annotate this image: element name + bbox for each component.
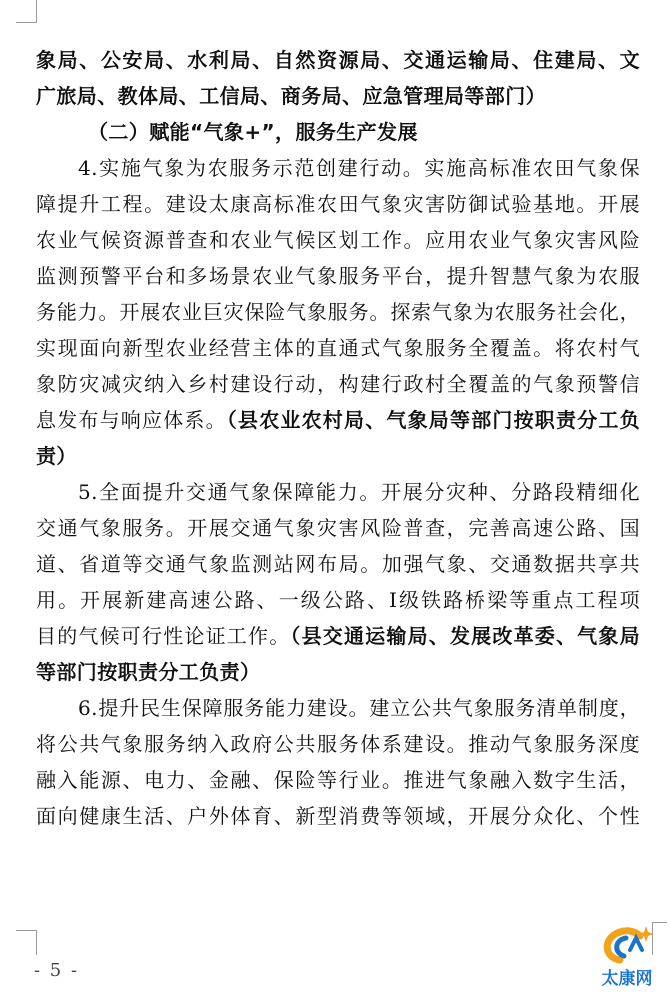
page-number: - 5 -: [34, 960, 80, 981]
text-line: [36, 546, 640, 582]
text-line: [36, 402, 640, 438]
responsible-department-text: （县农业农村局、气象局等部门按职责分工负: [226, 408, 640, 432]
body-text: 务能力。开展农业巨灾保险气象服务。探索气象为农服务社会化，: [36, 300, 640, 324]
body-text: 5.全面提升交通气象保障能力。开展分灾种、分路段精细化: [78, 480, 640, 504]
crop-mark-top-left: [16, 0, 37, 23]
text-line: [36, 114, 640, 150]
text-line: [36, 366, 640, 402]
text-line: [36, 726, 640, 762]
text-line: [36, 654, 640, 690]
crop-mark-bottom-left: [16, 930, 37, 955]
body-text: 将公共气象服务纳入政府公共服务体系建设。推动气象服务深度: [36, 732, 640, 756]
body-text: 用。开展新建高速公路、一级公路、Ⅰ级铁路桥梁等重点工程项: [36, 588, 640, 612]
text-line: [36, 222, 640, 258]
logo-text: 太康网: [601, 969, 653, 989]
body-text: 农业气候资源普查和农业气候区划工作。应用农业气象灾害风险: [36, 228, 640, 252]
body-text: 息发布与响应体系。: [36, 408, 227, 432]
responsible-department-text: （县交通运输局、发展改革委、气象局: [290, 624, 640, 648]
text-line: [36, 294, 640, 330]
text-line: [36, 330, 640, 366]
text-line: [36, 78, 640, 114]
text-line: [36, 798, 640, 834]
document-body: [36, 42, 640, 834]
text-line: [36, 510, 640, 546]
body-text: 6.提升民生保障服务能力建设。建立公共气象服务清单制度，: [78, 696, 640, 720]
responsible-department-text: 象局、公安局、水利局、自然资源局、交通运输局、住建局、文: [36, 48, 640, 72]
responsible-department-text: 广旅局、教体局、工信局、商务局、应急管理局等部门）: [36, 84, 546, 108]
body-text: （二）赋能“气象+”，服务生产发展: [88, 120, 418, 144]
text-line: [36, 42, 640, 78]
text-line: [36, 258, 640, 294]
logo-mark-icon: [590, 920, 664, 966]
responsible-department-text: 责）: [36, 444, 77, 468]
text-line: [36, 474, 640, 510]
responsible-department-text: 等部门按职责分工负责）: [36, 660, 261, 684]
text-line: [36, 618, 640, 654]
body-text: 4.实施气象为农服务示范创建行动。实施高标准农田气象保: [78, 156, 640, 180]
text-line: [36, 762, 640, 798]
body-text: 面向健康生活、户外体育、新型消费等领域，开展分众化、个性: [36, 804, 640, 828]
body-text: 融入能源、电力、金融、保险等行业。推进气象融入数字生活，: [36, 768, 640, 792]
text-line: [36, 150, 640, 186]
site-logo[interactable]: [590, 920, 664, 988]
body-text: 象防灾减灾纳入乡村建设行动，构建行政村全覆盖的气象预警信: [36, 372, 640, 396]
body-text: 目的气候可行性论证工作。: [36, 624, 291, 648]
text-line: [36, 690, 640, 726]
text-line: [36, 582, 640, 618]
body-text: 道、省道等交通气象监测站网布局。加强气象、交通数据共享共: [36, 552, 640, 576]
body-text: 交通气象服务。开展交通气象灾害风险普查，完善高速公路、国: [36, 516, 640, 540]
body-text: 障提升工程。建设太康高标准农田气象灾害防御试验基地。开展: [36, 192, 640, 216]
text-line: [36, 186, 640, 222]
body-text: 实现面向新型农业经营主体的直通式气象服务全覆盖。将农村气: [36, 336, 640, 360]
text-line: [36, 438, 640, 474]
body-text: 监测预警平台和多场景农业气象服务平台，提升智慧气象为农服: [36, 264, 640, 288]
